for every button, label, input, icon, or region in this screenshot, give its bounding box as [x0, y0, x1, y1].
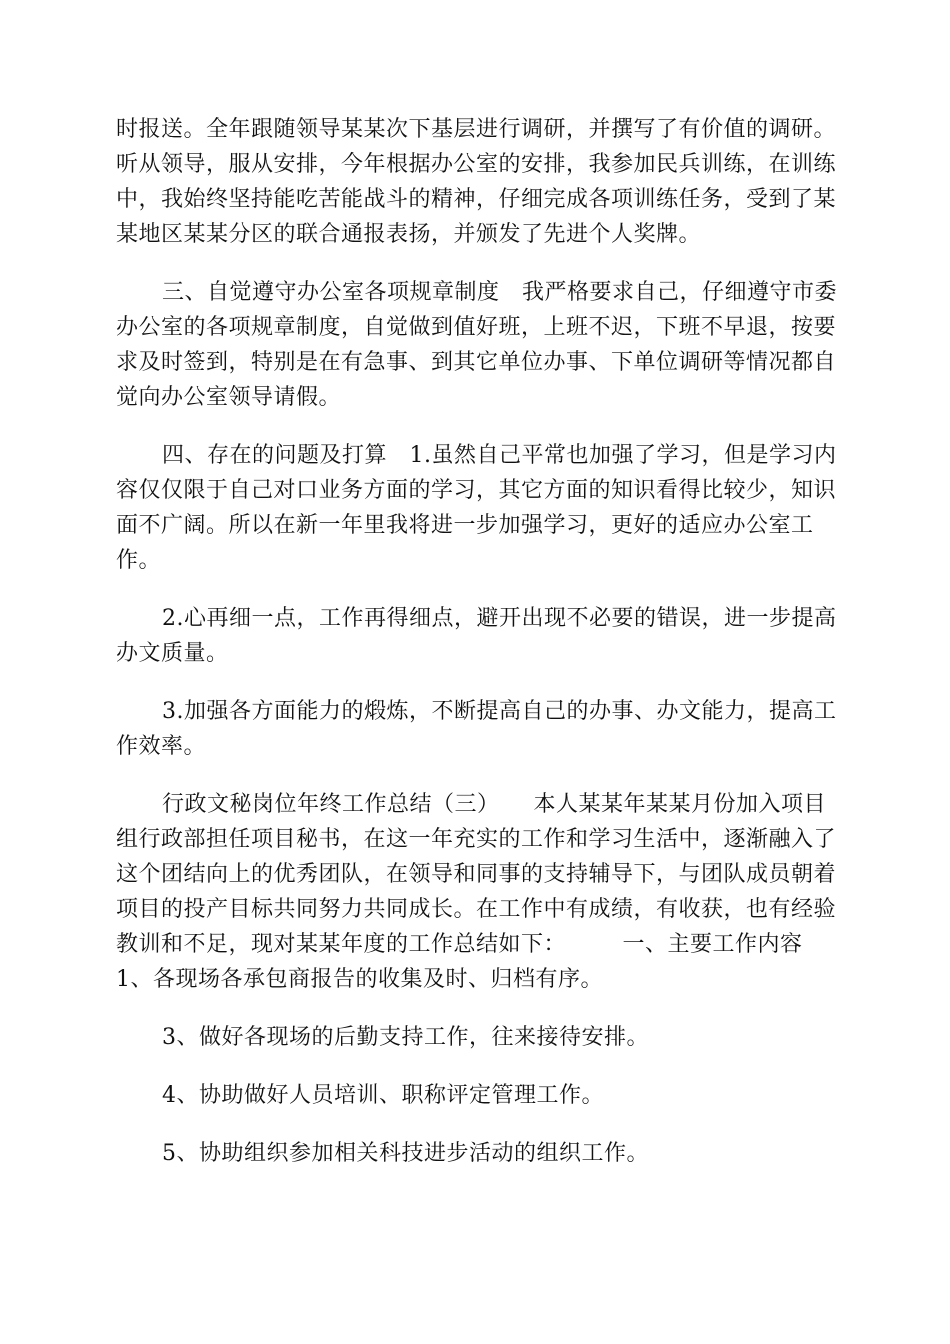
- text-line: 组行政部担任项目秘书，在这一年充实的工作和学习生活中，逐渐融入了: [116, 827, 837, 852]
- document-body: [116, 112, 836, 1194]
- text-line: 行政文秘岗位年终工作总结（三） 本人某某年某某月份加入项目: [162, 792, 827, 817]
- text-line: 四、存在的问题及打算 1.虽然自己平常也加强了学习，但是学习内: [162, 443, 837, 468]
- paragraph-point-2: [116, 601, 836, 671]
- text-line: 作。: [116, 548, 162, 573]
- text-line: 三、自觉遵守办公室各项规章制度 我严格要求自己，仔细遵守市委: [162, 280, 838, 305]
- paragraph-rules: [116, 275, 836, 415]
- text-line: 时报送。全年跟随领导某某次下基层进行调研，并撰写了有价值的调研。: [116, 117, 837, 142]
- text-line: 听从领导，服从安排，今年根据办公室的安排，我参加民兵训练，在训练: [116, 152, 837, 177]
- text-line: 2.心再细一点，工作再得细点，避开出现不必要的错误，进一步提高: [162, 606, 837, 631]
- paragraph-problems: [116, 438, 836, 578]
- paragraph-point-3: [116, 694, 836, 764]
- text-line: 5、协助组织参加相关科技进步活动的组织工作。: [162, 1141, 649, 1166]
- text-line: 4、协助做好人员培训、职称评定管理工作。: [162, 1083, 604, 1108]
- text-line: 容仅仅限于自己对口业务方面的学习，其它方面的知识看得比较少，知识: [116, 478, 837, 503]
- text-line: 办公室的各项规章制度，自觉做到值好班，上班不迟，下班不早退，按要: [116, 315, 837, 340]
- text-line: 教训和不足，现对某某年度的工作总结如下： 一、主要工作内容: [116, 932, 803, 957]
- paragraph-training: [116, 112, 836, 252]
- text-line: 觉向办公室领导请假。: [116, 385, 342, 410]
- text-line: 办文质量。: [116, 641, 229, 666]
- text-line: 面不广阔。所以在新一年里我将进一步加强学习，更好的适应办公室工: [116, 513, 814, 538]
- list-item-activities: [116, 1136, 836, 1171]
- text-line: 3.加强各方面能力的煅炼，不断提高自己的办事、办文能力，提高工: [162, 699, 837, 724]
- paragraph-summary-three: [116, 787, 836, 997]
- text-line: 某地区某某分区的联合通报表扬，并颁发了先进个人奖牌。: [116, 222, 702, 247]
- text-line: 中，我始终坚持能吃苦能战斗的精神，仔细完成各项训练任务，受到了某: [116, 187, 837, 212]
- list-item-logistics: [116, 1020, 836, 1055]
- text-line: 这个团结向上的优秀团队，在领导和同事的支持辅导下，与团队成员朝着: [116, 862, 837, 887]
- list-item-training: [116, 1078, 836, 1113]
- text-line: 作效率。: [116, 734, 207, 759]
- text-line: 1、各现场各承包商报告的收集及时、归档有序。: [116, 967, 603, 992]
- text-line: 求及时签到，特别是在有急事、到其它单位办事、下单位调研等情况都自: [116, 350, 837, 375]
- text-line: 项目的投产目标共同努力共同成长。在工作中有成绩，有收获，也有经验: [116, 897, 837, 922]
- text-line: 3、做好各现场的后勤支持工作，往来接待安排。: [162, 1025, 649, 1050]
